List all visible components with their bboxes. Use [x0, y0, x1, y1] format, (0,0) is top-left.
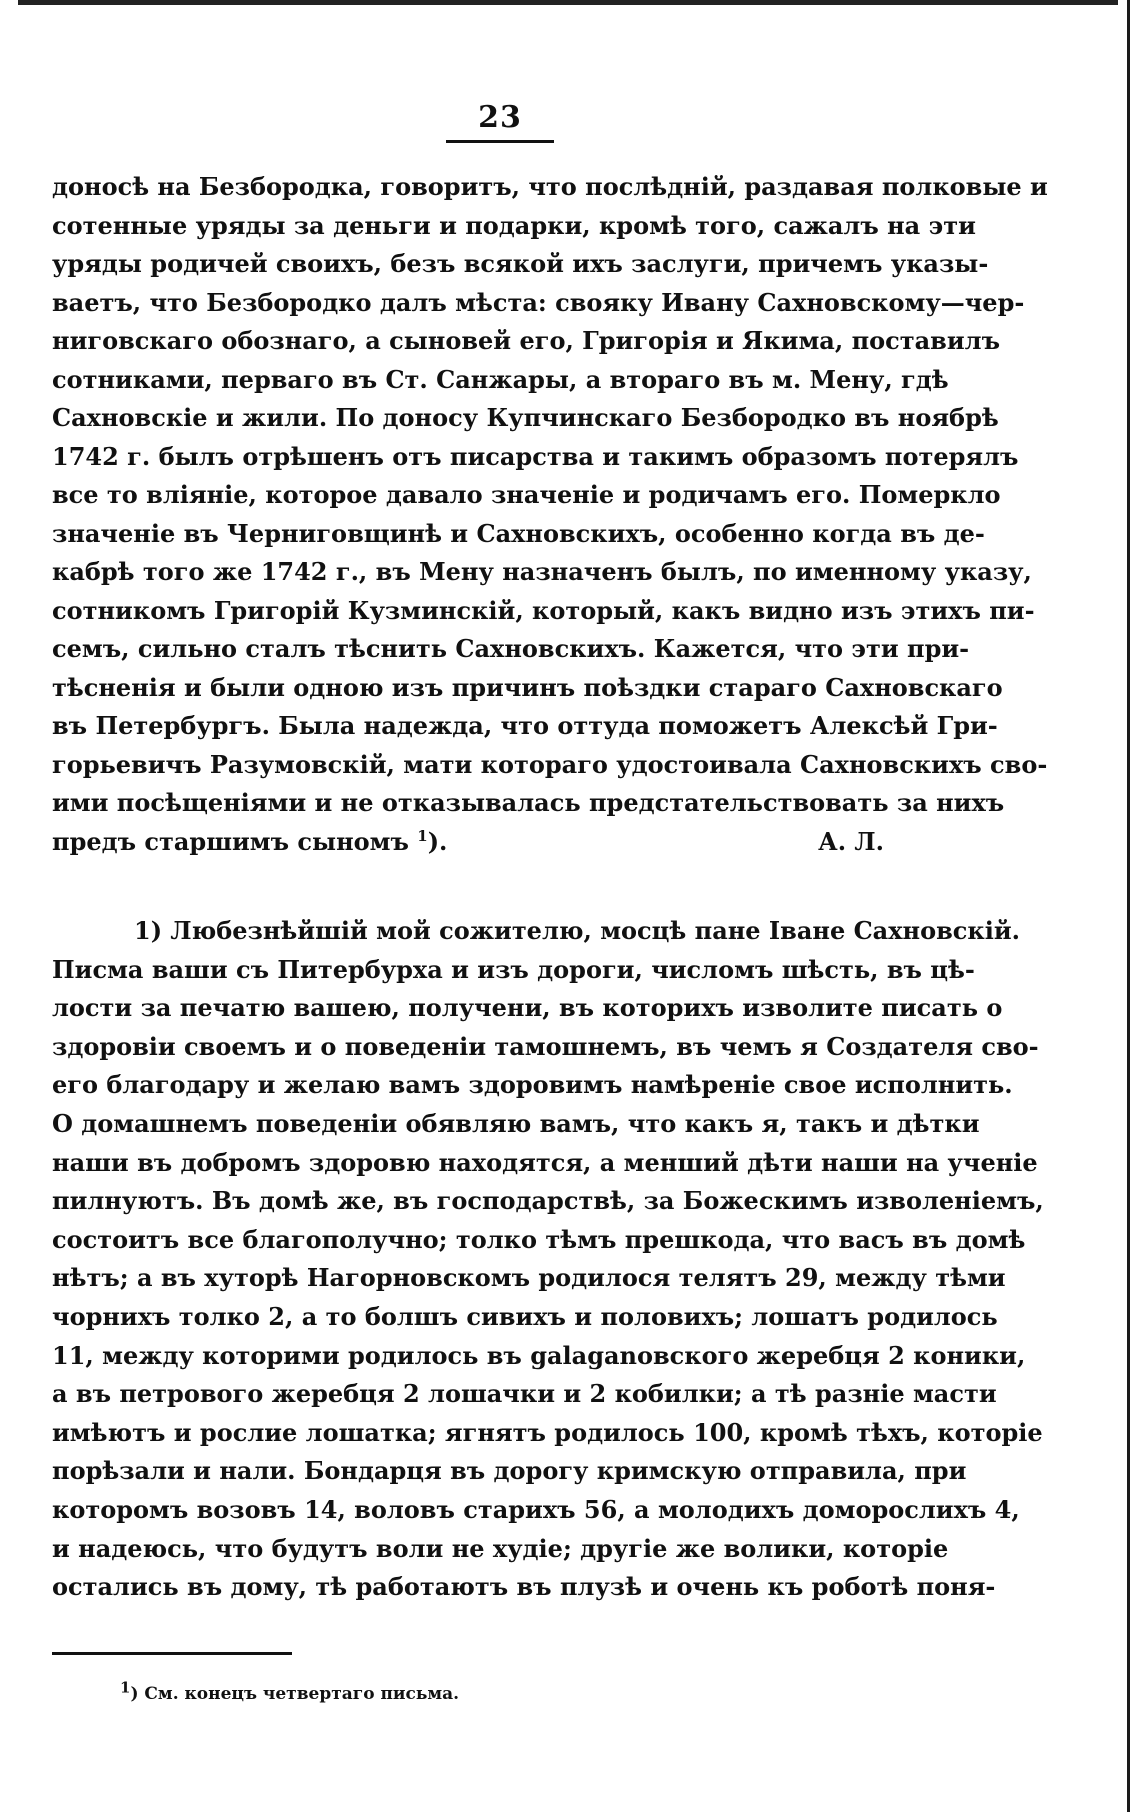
- text-line: все то вліяніе, которое давало значеніе и родичамъ его. Померкло: [52, 480, 1001, 509]
- last-text-row: [52, 823, 930, 862]
- text-line: горьевичъ Разумовскій, мати котораго удостоивала Сахновскихъ сво-: [52, 749, 1048, 779]
- footnote-line: которомъ возовъ 14, воловъ старихъ 56, а молодихъ доморослихъ 4,: [52, 1494, 1020, 1524]
- text-line: тѣсненія и были одною изъ причинъ поѣздки стараго Сахновскаго: [52, 672, 1003, 702]
- text-line: сотниками, перваго въ Ст. Санжары, а втораго въ м. Мену, гдѣ: [52, 364, 949, 394]
- text-line: доносѣ на Безбородка, говоритъ, что послѣдній, раздавая полковые и: [52, 172, 1048, 201]
- footnote-line: чорнихъ толко 2, а то болшъ сивихъ и половихъ; лошатъ родилось: [52, 1301, 998, 1331]
- footnote-line: а въ петрового жеребця 2 лошачки и 2 кобилки; а тѣ разніе масти: [52, 1379, 997, 1409]
- footnote-line: здоровіи своемъ и о поведеніи тамошнемъ, въ чемъ я Создателя сво-: [52, 1031, 1039, 1061]
- last-line-text: предъ старшимъ сыномъ: [52, 826, 409, 856]
- bottom-footnote: [120, 1678, 460, 1704]
- text-line: ими посѣщеніями и не отказывалась предстательствовать за нихъ: [52, 788, 1005, 817]
- footnote-separator: [52, 1652, 292, 1655]
- footnote-letter-block: [52, 912, 1044, 1607]
- footnote-line: его благодару и желаю вамъ здоровимъ намѣреніе свое исполнить.: [52, 1070, 1013, 1100]
- text-line: Сахновскіе и жили. По доносу Купчинскаго Безбородко въ ноябрѣ: [52, 403, 999, 432]
- text-line-last: [52, 823, 930, 862]
- text-line: сотникомъ Григорій Кузминскій, который, какъ видно изъ этихъ пи-: [52, 595, 1035, 625]
- footnote-line: и надеюсь, что будутъ воли не худіе; другіе же волики, которіе: [52, 1533, 949, 1563]
- text-line: въ Петербургъ. Была надежда, что оттуда поможетъ Алексѣй Гри-: [52, 711, 998, 740]
- bottom-footnote-marker: 1: [120, 1678, 131, 1697]
- last-line-end: ).: [427, 826, 448, 856]
- text-line: ниговскаго обознаго, а сыновей его, Григорія и Якима, поставилъ: [52, 326, 1000, 355]
- footnote-reference: 1: [417, 826, 428, 845]
- footnote-line: порѣзали и нали. Бондарця въ дорогу кримскую отправила, при: [52, 1456, 967, 1486]
- footnote-line: 11, между которими родилось въ galaganовского жеребця 2 коники,: [52, 1340, 1026, 1370]
- text-line: сотенные уряды за деньги и подарки, кромѣ того, сажалъ на эти: [52, 210, 976, 240]
- footnote-line: наши въ добромъ здоровю находятся, а менший дѣти наши на ученіе: [52, 1147, 1038, 1177]
- main-text-block: [52, 168, 1048, 861]
- footnote-line: остались въ дому, тѣ работаютъ въ плузѣ и очень къ роботѣ поня-: [52, 1572, 996, 1602]
- footnote-line: О домашнемъ поведеніи обявляю вамъ, что какъ я, такъ и дѣтки: [52, 1108, 980, 1138]
- text-line: 1742 г. былъ отрѣшенъ отъ писарства и такимъ образомъ потерялъ: [52, 441, 1019, 471]
- footnote-line: нѣтъ; а въ хуторѣ Нагорновскомъ родилося телятъ 29, между тѣми: [52, 1263, 1006, 1293]
- text-line: семъ, сильно сталъ тѣснить Сахновскихъ. Кажется, что эти при-: [52, 634, 970, 663]
- footnote-line: лости за печатю вашею, получени, въ которихъ изволите писать о: [52, 993, 1003, 1023]
- footnote-line: состоитъ все благополучно; толко тѣмъ прешкода, что васъ въ домѣ: [52, 1224, 1026, 1254]
- author-signature: А. Л.: [818, 826, 884, 856]
- footnote-line: 1) Любезнѣйшій мой сожителю, мосцѣ пане Іване Сахновскій.: [134, 916, 1021, 945]
- footnote-line: Писма ваши съ Питербурха и изъ дороги, числомъ шѣсть, въ цѣ-: [52, 954, 975, 984]
- page-number-underline: [446, 140, 554, 143]
- text-line: ваетъ, что Безбородко далъ мѣста: свояку Ивану Сахновскому—чер-: [52, 287, 1025, 317]
- text-line: значеніе въ Черниговщинѣ и Сахновскихъ, особенно когда въ де-: [52, 518, 985, 548]
- footnote-line: имѣютъ и рослие лошатка; ягнятъ родилось 100, кромѣ тѣхъ, которіе: [52, 1417, 1043, 1447]
- text-line: кабрѣ того же 1742 г., въ Мену назначенъ былъ, по именному указу,: [52, 557, 1032, 586]
- footnote-line: пилнуютъ. Въ домѣ же, въ господарствѣ, за Божескимъ изволеніемъ,: [52, 1186, 1044, 1216]
- page-top-edge: [18, 0, 1118, 5]
- page-number: 23: [478, 100, 522, 135]
- bottom-footnote-text: ) См. конецъ четвертаго письма.: [130, 1684, 460, 1704]
- page-right-edge: [1127, 0, 1130, 1812]
- text-line: уряды родичей своихъ, безъ всякой ихъ заслуги, причемъ указы-: [52, 249, 989, 278]
